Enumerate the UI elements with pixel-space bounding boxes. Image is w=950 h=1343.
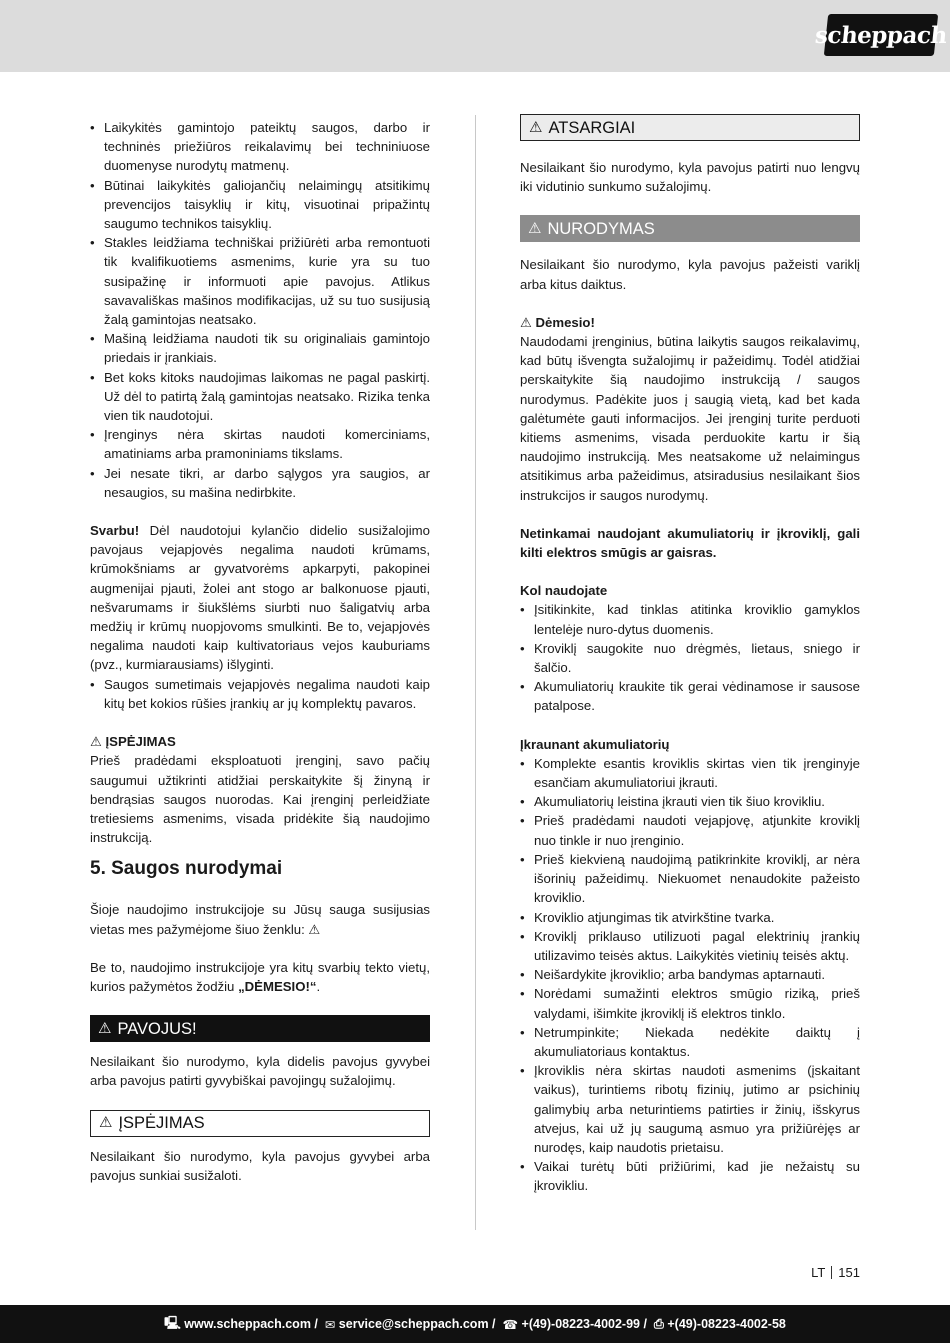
svarbu-text: Dėl naudotojui kylančio didelio susižalojimo pavojaus vejapjovės negalima naudoti krūmams, krūmokšniams ar gyvatvorėms apkarpyti, pakopinei augmenijai pjauti, žolei ant stogo ar balkonuose pjauti, nešvarumams ir šiukšlėms siurbti nuo šaligatvių arba medžių ir krūmų nuopjovoms smulkinti. Be to, vejapjovės negalima naudoti kaip kultivatoriaus vejos kauburiams (pvz., kurmiarausiams) išlyginti. bbox=[90, 523, 430, 673]
warning-triangle-icon: ⚠ bbox=[528, 219, 542, 237]
list-item: • Įrenginys nėra skirtas naudoti komerciniams, amatiniams arba pramoniniams tikslams. bbox=[90, 425, 430, 463]
list-item: • Kroviklį priklauso utilizuoti pagal elektrinių įrankių utilizavimo teisės aktus. Laikykitės vietinių teisės aktų. bbox=[520, 927, 860, 965]
nurodymas-box: ⚠ NURODYMAS bbox=[520, 215, 860, 242]
nurodymas-text: Nesilaikant šio nurodymo, kyla pavojus pažeisti variklį arba kitus daiktus. bbox=[520, 257, 860, 292]
scheppach-logo: scheppach bbox=[824, 14, 938, 56]
pavojus-box: ⚠ PAVOJUS! bbox=[90, 1015, 430, 1042]
mail-icon: ✉ bbox=[317, 1317, 339, 1332]
atsargiai-text: Nesilaikant šio nurodymo, kyla pavojus patirti nuo lengvų iki vidutinio sunkumo sužalojimų. bbox=[520, 160, 860, 195]
list-item: • Įsitikinkite, kad tinklas atitinka kroviklio gamyklos lentelėje nuro-dytus duomenis. bbox=[520, 600, 860, 638]
list-item: • Įkroviklis nėra skirtas naudoti asmenims (įskaitant vaikus), turintiems ribotų fizinių, jutimo ar psichinių galimybių arba neturintiems patirties ir žinių, išskyrus atvejus, kai už jų saugumą asmuo yra prižiūrėjęs ar nurodęs, kaip naudotis prietaisu. bbox=[520, 1061, 860, 1157]
list-item: • Neišardykite įkroviklio; arba bandymas aptarnauti. bbox=[520, 965, 860, 984]
list-item: • Būtinai laikykitės galiojančių nelaimingų atsitikimų prevencijos taisyklių ir kitų, visuotinai pripažintų saugumo technikos taisyklių. bbox=[90, 176, 430, 234]
footer-phone: +(49)-08223-4002-99 / bbox=[521, 1317, 647, 1331]
ikr-heading: Įkraunant akumuliatorių bbox=[520, 736, 670, 752]
left-column bbox=[90, 118, 430, 1185]
pavojus-text: Nesilaikant šio nurodymo, kyla didelis pavojus gyvybei arba pavojus patirti gyvybiškai pavojingų sužalojimų. bbox=[90, 1054, 430, 1089]
list-item: • Laikykitės gamintojo pateiktų saugos, darbo ir techninės priežiūros reikalavimų bei techniniuose duomenyse nurodytų matmenų. bbox=[90, 118, 430, 176]
demesio-heading: ⚠ Dėmesio! bbox=[520, 314, 595, 330]
section-title: 5. Saugos nurodymai bbox=[90, 858, 283, 880]
list-item: • Vaikai turėtų būti prižiūrimi, kad jie nežaistų su įkrovikliu. bbox=[520, 1157, 860, 1195]
fax-icon: ⎙ bbox=[646, 1316, 668, 1331]
ispejimas-heading: ⚠ ĮSPĖJIMAS bbox=[90, 734, 176, 750]
atsargiai-box: ⚠ ATSARGIAI bbox=[520, 114, 860, 141]
list-item: • Akumuliatorių kraukite tik gerai vėdinamose ir sausose patalpose. bbox=[520, 677, 860, 715]
ispejimas-text: Prieš pradėdami eksploatuoti įrenginį, savo pačių saugumui užtikrinti atidžiai perskaitykite šį žinyną ir bendrąsias saugos nuorodas. Kai įrenginį perleidžiate tretiesiems asmenims, visada pridėkite šią naudojimo instrukciją. bbox=[90, 753, 430, 846]
warning-triangle-icon: ⚠ bbox=[529, 118, 543, 136]
list-item: • Bet koks kitoks naudojimas laikomas ne pagal paskirtį. Už dėl to patirtą žalą gamintojas neatsako. Rizika tenka vien tik naudotojui. bbox=[90, 368, 430, 426]
warning-triangle-icon: ⚠ bbox=[520, 314, 536, 330]
svarbu-paragraph bbox=[90, 521, 430, 675]
phone-icon: ☎ bbox=[495, 1317, 522, 1332]
footer-web[interactable]: www.scheppach.com / bbox=[184, 1317, 318, 1331]
battery-warning: Netinkamai naudojant akumuliatorių ir įkroviklį, gali kilti elektros smūgis ar gaisras. bbox=[520, 525, 860, 561]
list-item: • Jei nesate tikri, ar darbo sąlygos yra saugios, ar nesaugios, su mašina nedirbkite. bbox=[90, 464, 430, 502]
footer-email[interactable]: service@scheppach.com / bbox=[338, 1317, 496, 1331]
demesio-paragraph: Be to, naudojimo instrukcijoje yra kitų svarbių tekto vietų, kurios pažymėtos žodžiu „DĖMESIO!“. bbox=[90, 959, 430, 994]
safety-symbol-paragraph: Šioje naudojimo instrukcijoje su Jūsų sauga susijusias vietas mes pažymėjome šiuo ženklu: ⚠ bbox=[90, 902, 430, 937]
list-item: • Norėdami sumažinti elektros smūgio riziką, prieš valydami, išimkite įkroviklį iš elektros tinklo. bbox=[520, 984, 860, 1022]
list-item: • Kroviklį saugokite nuo drėgmės, lietaus, sniego ir šalčio. bbox=[520, 639, 860, 677]
list-item: • Saugos sumetimais vejapjovės negalima naudoti kaip kitų bet kokios rūšies įrankių ar jų komplektų pavaros. bbox=[90, 675, 430, 713]
ispejimas-box: ⚠ ĮSPĖJIMAS bbox=[90, 1110, 430, 1137]
intro-bullet-list bbox=[90, 118, 430, 502]
warning-triangle-icon: ⚠ bbox=[99, 1114, 113, 1132]
warning-triangle-icon: ⚠ bbox=[98, 1019, 112, 1037]
page-number: LT 151 bbox=[811, 1265, 860, 1280]
ispejimas2-text: Nesilaikant šio nurodymo, kyla pavojus gyvybei arba pavojus sunkiai susižaloti. bbox=[90, 1148, 430, 1183]
list-item: • Akumuliatorių leistina įkrauti vien tik šiuo krovikliu. bbox=[520, 792, 860, 811]
list-item: • Stakles leidžiama techniškai prižiūrėti arba remontuoti tik kvalifikuotiems asmenims, kurie yra su tuo susipažinę ir informuoti apie pavojus. Atlikus savavališkas mašinos modifikacijas, už su tuo susijusią žalą gamintojas neatsako. bbox=[90, 233, 430, 329]
list-item: • Prieš kiekvieną naudojimą patikrinkite kroviklį, ar nėra išorinių pažeidimų. Niekuomet nenaudokite pažeisto kroviklio. bbox=[520, 850, 860, 908]
list-item: • Kroviklio atjungimas tik atvirkštine tvarka. bbox=[520, 908, 860, 927]
svarbu-label: Svarbu! bbox=[90, 523, 140, 539]
demesio-text: Naudodami įrenginius, būtina laikytis saugos reikalavimų, kad būtų išvengta sužalojimų ir pažeidimų. Todėl atidžiai perskaitykite šią naudojimo instrukciją / saugos nurodymus. Padėkite juos į saugią vietą, kad bet kada galėtumėte gauti informacijos. Jei įrenginį turite perduoti kitiems asmenims, visada perduokite kartu ir šią naudojimo instrukciją. Mes neatsakome už nelaimingus atsitikimus arba pažeidimus, atsiradusius nesilaikant šios instrukcijos ir saugos nurodymų. bbox=[520, 334, 860, 503]
list-item: • Prieš pradėdami naudoti vejapjovę, atjunkite kroviklį nuo tinkle ir nuo įrenginio. bbox=[520, 811, 860, 849]
list-item: • Komplekte esantis kroviklis skirtas vien tik įrenginyje esančiam akumuliatoriui įkrauti. bbox=[520, 754, 860, 792]
drive-bullet-list bbox=[90, 675, 430, 713]
kol-bullet-list bbox=[520, 600, 860, 715]
right-column bbox=[520, 114, 860, 1196]
kol-heading: Kol naudojate bbox=[520, 583, 608, 599]
warning-triangle-icon: ⚠ bbox=[90, 734, 106, 750]
list-item: • Mašiną leidžiama naudoti tik su originaliais gamintojo priedais ir įrankiais. bbox=[90, 329, 430, 367]
footer-fax: +(49)-08223-4002-58 bbox=[667, 1317, 786, 1331]
ikr-bullet-list bbox=[520, 754, 860, 1196]
computer-icon: 🖳 bbox=[164, 1315, 185, 1330]
list-item: • Netrumpinkite; Niekada nedėkite daiktų į akumuliatoriaus kontaktus. bbox=[520, 1023, 860, 1061]
column-divider bbox=[475, 115, 476, 1230]
header-bar bbox=[0, 0, 950, 72]
footer-bar bbox=[0, 1305, 950, 1343]
